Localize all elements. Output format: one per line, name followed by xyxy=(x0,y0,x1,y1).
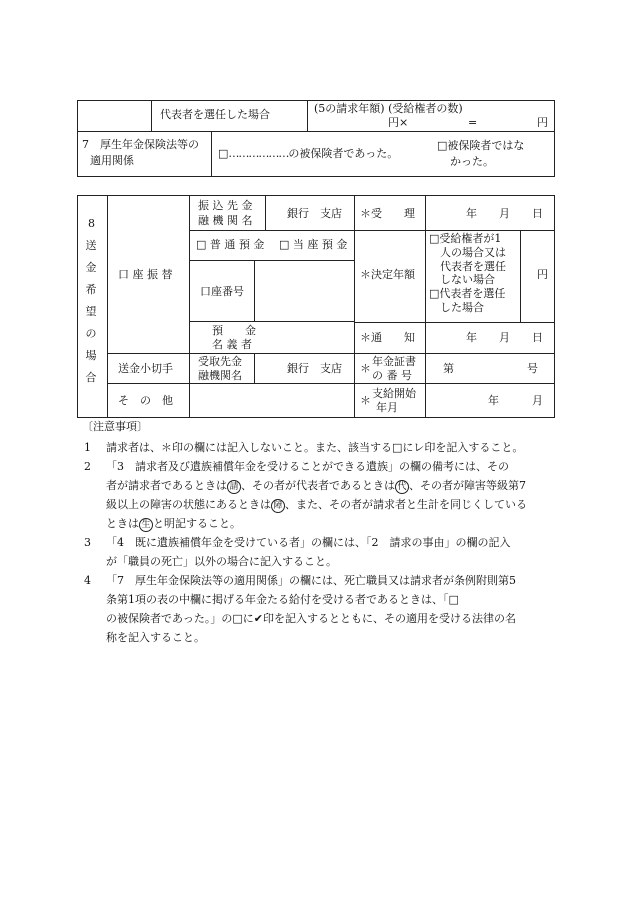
note-text: ときは xyxy=(106,517,139,530)
account-number-label: 口座番号 xyxy=(200,285,244,298)
account-transfer-label: 口 座 振 替 xyxy=(118,268,173,281)
decision-note-line[interactable]: □代表者を選任 xyxy=(429,287,506,300)
note-text: 、その者が代表者であるときは xyxy=(241,479,395,492)
note-text: 「3 請求者及び遺族補償年金を受けることができる遺族」の欄の備考には、その xyxy=(106,460,509,473)
circled-char: 請 xyxy=(227,480,241,494)
note-2 xyxy=(84,457,554,533)
holder-label-line1: 預 金 xyxy=(212,324,256,337)
start-label-line1: 支給開始 xyxy=(372,387,416,400)
note-4 xyxy=(84,571,554,647)
bank-label-line1: 振 込 先 金 xyxy=(198,199,253,212)
cert-label-line2: の 番 号 xyxy=(372,369,412,382)
delegate-calc-yen: 円 xyxy=(537,116,548,129)
section8-vertical-label xyxy=(84,235,100,389)
cert-suffix: 号 xyxy=(527,362,538,375)
other-label: そ の 他 xyxy=(118,394,173,407)
note-number: 1 xyxy=(84,441,91,454)
received-date: 年 月 日 xyxy=(466,207,543,220)
circled-char: 障 xyxy=(271,499,285,513)
notice-date: 年 月 日 xyxy=(466,331,543,344)
cert-prefix: 第 xyxy=(443,362,454,375)
note-text: 請求者は、＊印の欄には記入しないこと。また、該当する□にレ印を記入すること。 xyxy=(106,441,524,454)
section7-label-line2: 適用関係 xyxy=(90,154,134,167)
section8-char: 合 xyxy=(85,371,97,384)
note-text: 条第1項の表の中欄に掲げる年金たる給付を受ける者であるときは、「□ xyxy=(106,593,459,606)
section7-option2-line1[interactable]: □被保険者ではな xyxy=(437,139,525,152)
delegate-calc-equals: = xyxy=(468,116,478,129)
decision-note-line[interactable]: □受給権者が1 xyxy=(429,232,502,245)
delegate-label: 代表者を選任した場合 xyxy=(160,108,270,121)
circled-char: 生 xyxy=(139,518,153,532)
postal-check-label: 送金小切手 xyxy=(118,362,173,375)
circled-char: 代 xyxy=(395,480,409,494)
section8-char: 送 xyxy=(85,239,97,252)
note-number: 4 xyxy=(84,574,91,587)
start-date: 年 月 xyxy=(488,394,543,407)
decision-note-line: 代表者を選任 xyxy=(440,259,506,273)
note-number: 2 xyxy=(84,460,91,473)
recv-bank-line2: 融機関名 xyxy=(198,369,242,382)
holder-label-line2: 名 義 者 xyxy=(212,338,252,351)
cert-label-line1: 年金証書 xyxy=(372,355,416,368)
start-label-line2: 年月 xyxy=(376,401,398,414)
note-text: 者が請求者であるときは xyxy=(106,479,227,492)
decision-note-line: 人の場合又は xyxy=(440,245,506,259)
received-label: ＊受 理 xyxy=(360,207,415,220)
delegate-calc-yen-times: 円× xyxy=(388,116,409,129)
section7-label-line1: 7 厚生年金保険法等の xyxy=(82,138,199,151)
bank-branch: 銀行 支店 xyxy=(287,207,342,220)
cert-label-star: ＊ xyxy=(360,362,371,375)
decision-note-line: しない場合 xyxy=(440,273,495,287)
note-1 xyxy=(84,438,554,457)
recv-bank-line1: 受取先金 xyxy=(198,355,242,368)
notes-title: 〔注意事項〕 xyxy=(82,420,148,433)
section8-char: の xyxy=(85,327,97,340)
decision-unit: 円 xyxy=(537,268,548,281)
decision-notes xyxy=(429,232,506,315)
blank-dots: ……………… xyxy=(228,147,289,160)
section8-number: 8 xyxy=(88,217,95,230)
note-text: と明記すること。 xyxy=(153,517,241,530)
deposit-current-checkbox[interactable]: □ 当 座 預 金 xyxy=(279,238,348,251)
note-3 xyxy=(84,533,554,571)
section8-char: 場 xyxy=(85,349,97,362)
note-text: 「4 既に遺族補償年金を受けている者」の欄には、「2 請求の事由」の欄の記入 xyxy=(106,536,511,549)
note-text: 、また、その者が請求者と生計を同じくしている xyxy=(285,498,527,511)
note-text: 称を記入すること。 xyxy=(106,631,205,644)
recv-bank-branch: 銀行 支店 xyxy=(287,362,342,375)
checkbox-icon[interactable]: □ xyxy=(218,147,229,160)
deposit-ordinary-checkbox[interactable]: □ 普 通 預 金 xyxy=(196,238,265,251)
section7-option-insured xyxy=(218,147,398,161)
note-text: 「7 厚生年金保険法等の適用関係」の欄には、死亡職員又は請求者が条例附則第5 xyxy=(106,574,516,587)
decision-note-line: した場合 xyxy=(440,300,484,314)
decision-label: ＊決定年額 xyxy=(360,268,415,281)
section7-option1-suffix: の被保険者であった。 xyxy=(288,147,399,160)
section8-char: 望 xyxy=(85,305,97,318)
bank-label-line2: 融 機 関 名 xyxy=(198,214,253,227)
note-text: の被保険者であった。」の□に✔印を記入するとともに、その適用を受ける法律の名 xyxy=(106,612,516,625)
section8-char: 金 xyxy=(85,261,97,274)
note-number: 3 xyxy=(84,536,91,549)
section7-option2-line2: かった。 xyxy=(450,155,494,168)
note-text: が「職員の死亡」以外の場合に記入すること。 xyxy=(106,555,337,568)
start-label-star: ＊ xyxy=(360,394,371,407)
note-text: 級以上の障害の状態にあるときは xyxy=(106,498,271,511)
delegate-calc-header: (5の請求年額) (受給権者の数) xyxy=(314,102,463,115)
note-text: 、その者が障害等級第7 xyxy=(409,479,526,492)
section8-char: 希 xyxy=(85,283,97,296)
notice-label: ＊通 知 xyxy=(360,331,415,344)
